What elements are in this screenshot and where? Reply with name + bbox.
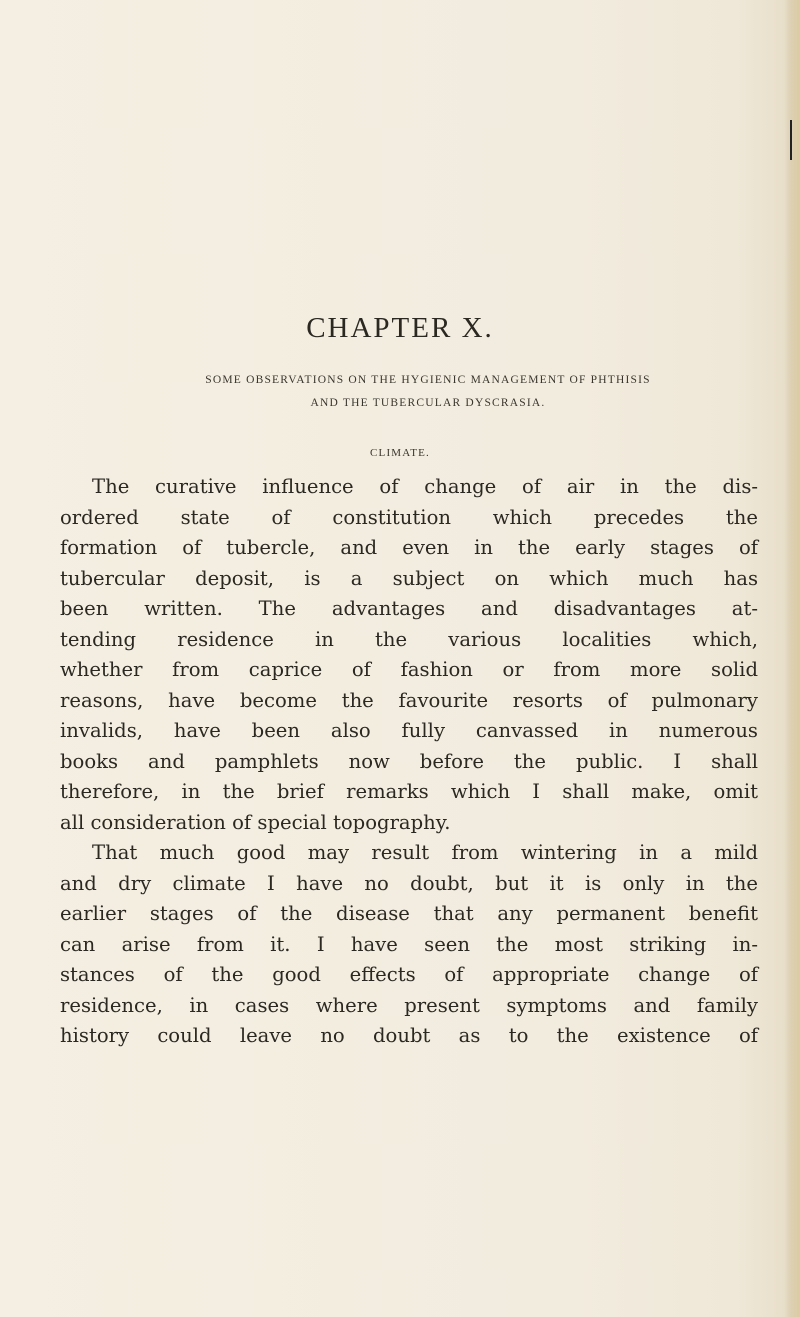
text-line: and dry climate I have no doubt, but it is only in the <box>60 871 758 895</box>
text-line: tubercular deposit, is a subject on which much has <box>60 566 758 590</box>
page-edge-mark <box>790 120 792 160</box>
text-line: The curative influence of change of air in the dis- <box>92 475 758 498</box>
text-line: earlier stages of the disease that any permanent benefit <box>60 902 758 925</box>
text-line: tending residence in the various localities which, <box>60 627 758 651</box>
text-line: books and pamphlets now before the public. I shall <box>60 749 758 773</box>
text-line: invalids, have been also fully canvassed in numerous <box>60 719 758 742</box>
text-line: can arise from it. I have seen the most striking in- <box>60 932 758 956</box>
text-line: reasons, have become the favourite resorts of pulmonary <box>60 688 758 712</box>
text-line: residence, in cases where present symptoms and family <box>60 993 758 1017</box>
text-line: history could leave no doubt as to the existence of <box>60 1024 758 1047</box>
text-line: therefore, in the brief remarks which I shall make, omit <box>60 780 758 803</box>
body-text <box>60 472 758 1052</box>
text-line: whether from caprice of fashion or from more solid <box>60 658 758 681</box>
text-line: stances of the good effects of appropriate change of <box>60 963 758 986</box>
text-line: been written. The advantages and disadvantages at- <box>60 597 758 620</box>
chapter-subtitle-line-1: SOME OBSERVATIONS ON THE HYGIENIC MANAGEMENT OF PHTHISIS <box>205 374 651 386</box>
chapter-title: CHAPTER X. <box>306 312 494 344</box>
text-line: all consideration of special topography. <box>60 810 451 834</box>
section-heading: CLIMATE. <box>369 447 430 459</box>
chapter-subtitle-line-2: AND THE TUBERCULAR DYSCRASIA. <box>310 397 546 409</box>
page-edge-shadow <box>784 0 800 1317</box>
text-line: ordered state of constitution which precedes the <box>60 505 758 529</box>
text-line: That much good may result from wintering in a mild <box>92 841 758 864</box>
text-line: formation of tubercle, and even in the early stages of <box>60 536 758 559</box>
